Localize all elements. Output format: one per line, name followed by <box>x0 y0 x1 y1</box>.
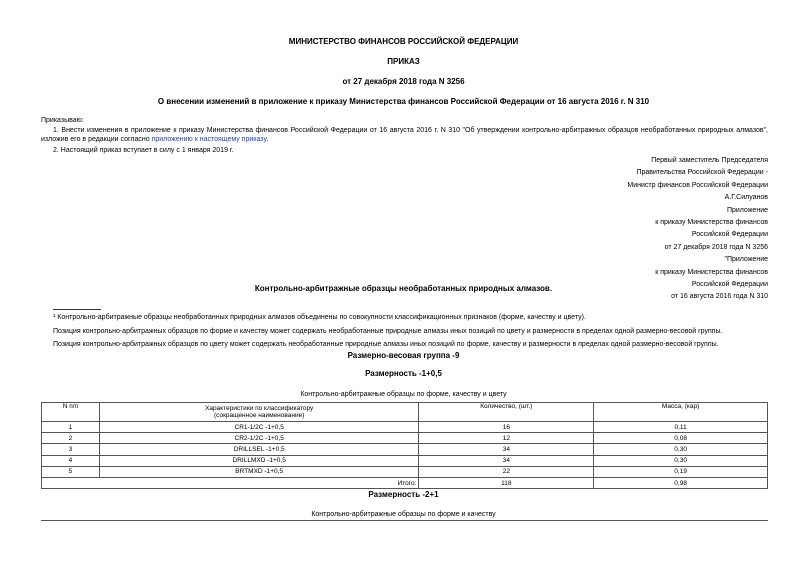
table-header-row <box>42 403 768 422</box>
header-mass: Масса, (кар) <box>594 403 768 422</box>
row-mass: 0,19 <box>594 466 768 477</box>
signature-line: Министр финансов Российской Федерации <box>627 181 768 189</box>
order-word: Приказываю: <box>41 117 84 124</box>
annex-title-text: Контрольно-арбитражные образцы необработанных природных алмазов <box>254 284 550 293</box>
footnote-mark: ¹ <box>53 314 56 321</box>
header-characteristics-line1: Характеристики по классификатору <box>205 405 314 412</box>
paragraph-1-text: 1. Внести изменения в приложение к приказу Министерства финансов Российской Федерации от 16 августа 2016 г. N 310 "Об утверждении контрольно-арбитражных образцов необработанных природных алмазов", изложив его в редакции согласно <box>41 127 768 143</box>
paragraph-1 <box>41 126 768 144</box>
row-qty: 16 <box>419 422 594 433</box>
paragraph-1-end: . <box>266 136 269 143</box>
samples-table <box>41 402 768 489</box>
doc-title: О внесении изменений в приложение к приказу Министерства финансов Российской Федерации от 16 августа 2016 г. N 310 <box>157 97 650 106</box>
signature-line: А.Г.Силуанов <box>724 194 768 202</box>
table-total-row <box>42 477 768 488</box>
table-row <box>42 444 768 455</box>
signature-line: к приказу Министерства финансов <box>655 219 768 227</box>
row-qty: 34 <box>419 444 594 455</box>
row-num: 1 <box>42 422 100 433</box>
note-2: Позиция контрольно-арбитражных образцов по цвету может содержать необработанные природные алмазы иных позиций по форме, качеству и размерности в пределах одной размерно-весовой группы. <box>53 341 719 348</box>
row-num: 3 <box>42 444 100 455</box>
signature-line: Российской Федерации <box>691 281 768 289</box>
signature-line: "Приложение <box>724 256 768 264</box>
signature-line: Российской Федерации <box>691 231 768 239</box>
header-characteristics-line2: (сокращенное наименование) <box>213 412 305 419</box>
doc-date-number: от 27 декабря 2018 года N 3256 <box>342 77 465 86</box>
table-row <box>42 433 768 444</box>
footnote-text: Контрольно-арбитражные образцы необработанных природных алмазов объединены по совокупности классификационных признаков (форме, качеству и цвету). <box>57 314 586 321</box>
signature-line: Приложение <box>726 206 768 214</box>
table-caption-2: Контрольно-арбитражные образцы по форме и качеству <box>311 511 496 518</box>
signature-line: Первый заместитель Председателя <box>651 157 768 164</box>
signature-line: Правительства Российской Федерации - <box>636 169 768 177</box>
size-heading-1: Размерность -1+0,5 <box>365 369 442 378</box>
footnote <box>53 313 586 322</box>
annex-title-end: . <box>549 284 553 293</box>
size-heading-2: Размерность -2+1 <box>368 490 439 499</box>
next-table-top-border <box>41 520 768 521</box>
row-mass: 0,30 <box>594 444 768 455</box>
ministry-heading: МИНИСТЕРСТВО ФИНАНСОВ РОССИЙСКОЙ ФЕДЕРАЦИИ <box>288 37 519 46</box>
table-row <box>42 466 768 477</box>
row-name: DRILLSEL -1+0,5 <box>99 444 419 455</box>
row-mass: 0,08 <box>594 433 768 444</box>
row-qty: 34 <box>419 455 594 466</box>
signature-line: к приказу Министерства финансов <box>655 268 768 276</box>
weight-group-heading: Размерно-весовая группа -9 <box>347 351 460 360</box>
row-name: BRTMXD -1+0,5 <box>99 466 419 477</box>
row-qty: 12 <box>419 433 594 444</box>
row-num: 4 <box>42 455 100 466</box>
signature-line: от 16 августа 2016 года N 310 <box>671 293 768 301</box>
row-mass: 0,30 <box>594 455 768 466</box>
paragraph-2: 2. Настоящий приказ вступает в силу с 1 января 2019 г. <box>53 147 234 154</box>
annex-link[interactable]: приложению к настоящему приказу <box>151 136 267 143</box>
signature-line: от 27 декабря 2018 года N 3256 <box>664 243 768 251</box>
footnote-divider <box>53 309 101 310</box>
header-characteristics <box>99 403 419 422</box>
doc-type: ПРИКАЗ <box>387 57 420 66</box>
total-mass: 0,98 <box>594 477 768 488</box>
row-mass: 0,11 <box>594 422 768 433</box>
note-1: Позиция контрольно-арбитражных образцов по форме и качеству может содержать необработанные природные алмазы иных позиций по цвету и размерности в пределах одной размерно-весовой группы. <box>53 328 723 335</box>
row-name: CR1-1/2C -1+0,5 <box>99 422 419 433</box>
table-row <box>42 422 768 433</box>
signature-block <box>520 155 768 304</box>
total-label: Итого: <box>42 477 419 488</box>
table-caption: Контрольно-арбитражные образцы по форме, качеству и цвету <box>300 391 507 398</box>
header-num: N п/п <box>42 403 100 422</box>
total-qty: 118 <box>419 477 594 488</box>
row-name: CR2-1/2C -1+0,5 <box>99 433 419 444</box>
annex-title <box>0 284 807 294</box>
row-num: 2 <box>42 433 100 444</box>
header-quantity: Количество, (шт.) <box>419 403 594 422</box>
row-name: DRILLMXD -1+0,5 <box>99 455 419 466</box>
table-row <box>42 455 768 466</box>
row-num: 5 <box>42 466 100 477</box>
row-qty: 22 <box>419 466 594 477</box>
